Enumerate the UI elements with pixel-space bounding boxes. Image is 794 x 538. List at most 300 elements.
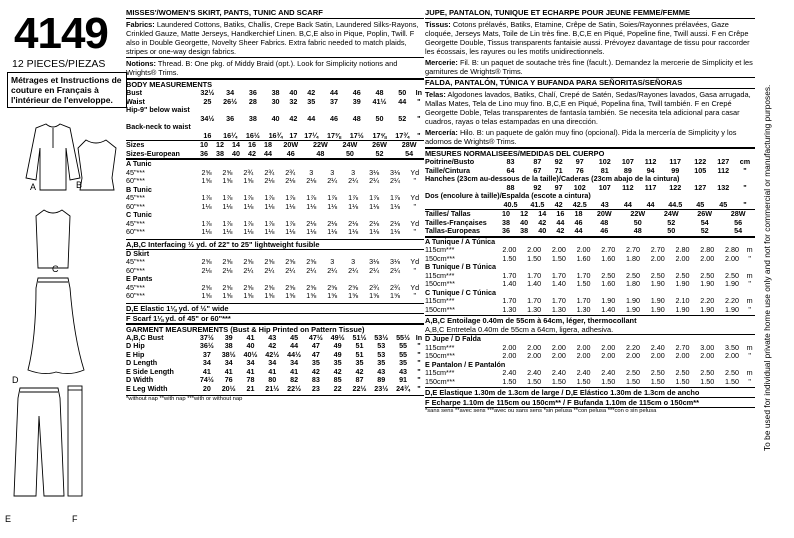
- value-cell: 1⅛: [285, 227, 296, 236]
- size-cell: 18: [264, 140, 272, 149]
- value-cell: 52: [398, 113, 407, 123]
- value-cell: 3.50: [724, 342, 739, 352]
- unit-cell: ": [417, 366, 421, 376]
- group-name: E Pants: [126, 274, 153, 283]
- table-row: [425, 192, 755, 201]
- value-cell: 1.90: [650, 304, 665, 314]
- unit-cell: ": [743, 199, 747, 209]
- value-cell: 1.70: [551, 296, 566, 305]
- value-cell: 107: [598, 182, 611, 192]
- value-cell: 1⅛: [201, 227, 212, 236]
- row-label: 45"***: [126, 282, 145, 292]
- garment-figures: [8, 118, 123, 528]
- value-cell: 2.00: [527, 245, 542, 254]
- value-cell: 46: [330, 113, 339, 123]
- value-cell: 45: [719, 199, 728, 209]
- value-cell: 2⅝: [285, 257, 296, 266]
- value-cell: 51: [355, 349, 364, 359]
- unit-cell: In: [415, 88, 422, 97]
- value-cell: 76: [575, 165, 584, 175]
- notions-text: Thread. B: One pkg. of Middy Braid (opt.). Look for Simplicity notions and Wrights® Trims.: [126, 59, 398, 77]
- value-cell: 1.50: [576, 279, 591, 288]
- garment-measurements-header: GARMENT MEASUREMENTS (Bust & Hip Printed on Pattern Tissue): [126, 324, 365, 334]
- value-cell: 2¼: [390, 265, 401, 275]
- value-cell: 1.90: [650, 296, 665, 305]
- value-cell: 2.70: [626, 245, 641, 254]
- value-cell: 2¼: [285, 265, 296, 275]
- row-label: 150cm***: [425, 279, 455, 288]
- value-cell: 2⅝: [264, 257, 275, 266]
- value-cell: 1.30: [502, 304, 517, 314]
- value-cell: 16½: [245, 130, 260, 140]
- unit-cell: cm: [739, 157, 751, 166]
- skirt-d-figure: [28, 278, 84, 374]
- value-cell: 38½: [221, 349, 236, 359]
- mesures-header: MESURES NORMALISEES/MEDIDAS DEL CUERPO: [425, 149, 605, 158]
- value-cell: 1⅛: [285, 201, 296, 211]
- value-cell: 88: [506, 182, 515, 192]
- value-cell: 41: [246, 366, 255, 376]
- sizes-label: Tailles-Françaises: [425, 217, 487, 227]
- value-cell: 3⅛: [369, 257, 380, 266]
- row-label: E Leg Width: [126, 383, 168, 393]
- value-cell: 1⅞: [306, 193, 317, 202]
- group-name: A Tunic: [126, 159, 152, 168]
- mesures-table: [425, 158, 755, 209]
- value-cell: 2⅛: [369, 218, 380, 228]
- value-cell: 34: [202, 358, 211, 367]
- tissus-paragraph: [425, 19, 755, 57]
- notions-paragraph: [126, 57, 424, 78]
- value-cell: 1⅞: [243, 193, 254, 202]
- value-cell: 76: [224, 375, 233, 384]
- value-cell: 3: [351, 257, 356, 266]
- size-cell: 50: [667, 226, 676, 235]
- size-cell: 10: [200, 140, 208, 149]
- value-cell: 1.50: [551, 253, 566, 263]
- value-cell: 1.40: [601, 304, 616, 314]
- group-header: [126, 250, 424, 259]
- tunic-c-figure: [36, 210, 70, 268]
- telas-paragraph: [425, 89, 755, 127]
- row-label: 115cm***: [425, 342, 455, 352]
- value-cell: 2.00: [551, 342, 566, 352]
- size-cell: 52: [667, 217, 676, 227]
- value-cell: 2⅝: [222, 282, 233, 292]
- value-cell: 2⅛: [222, 265, 233, 275]
- pattern-number: 4149: [14, 9, 108, 58]
- size-cell: 28W: [730, 209, 746, 218]
- value-cell: 1⅝: [201, 176, 212, 185]
- telas-text: Algodones lavados, Batiks, Chalí, Crepé de Satén, Sedas/Rayones lavados, Gasa arrugada, Mallas Mates, Tela de Lino muy fino. B,C,E en Piqué, Popelina fina, Twill también. F en Crepé Georgette Doble, Telas transparentes de fantasía también. Se necesita tela adicional para casar cuadros, rayas o telas estampadas en una dirección.: [425, 90, 751, 126]
- value-cell: 1⅛: [390, 227, 401, 236]
- value-cell: 1⅝: [327, 291, 338, 300]
- value-cell: 1.50: [724, 376, 739, 386]
- value-cell: 1.50: [502, 253, 517, 263]
- value-cell: 117: [644, 182, 657, 192]
- table-row: [126, 258, 424, 267]
- row-label: Bust: [126, 88, 142, 97]
- value-cell: 82: [290, 375, 299, 384]
- row-label: 115cm***: [425, 296, 455, 305]
- value-cell: 1.60: [576, 253, 591, 263]
- size-cell: 40: [538, 226, 547, 235]
- table-row: [126, 292, 424, 301]
- tunic-a-figure: [26, 124, 83, 190]
- value-cell: 2.00: [551, 351, 566, 360]
- english-title: MISSES'/WOMEN'S SKIRT, PANTS, TUNIC AND SCARF: [126, 8, 424, 19]
- row-label: Dos (encolure à taille)/Espalda (escote a cintura): [425, 191, 591, 200]
- unit-cell: ": [748, 253, 751, 263]
- group-name: B Tunic: [126, 184, 152, 194]
- value-cell: 21½: [265, 383, 280, 393]
- value-cell: 42½: [265, 349, 280, 359]
- value-cell: 87: [355, 375, 364, 384]
- value-cell: 41: [224, 366, 233, 376]
- value-cell: 2⅛: [390, 218, 401, 228]
- value-cell: 2.20: [626, 342, 641, 352]
- value-cell: 1.50: [502, 376, 517, 386]
- value-cell: 2.10: [675, 296, 690, 305]
- row-label: Hanches (23cm au-dessous de la taille)/Caderas (23cm abajo de la cintura): [425, 174, 680, 183]
- value-cell: 2.80: [700, 245, 715, 254]
- unit-cell: ": [748, 304, 751, 314]
- sizes-label: Sizes: [126, 140, 145, 149]
- value-cell: 64: [506, 165, 515, 175]
- value-cell: 112: [644, 157, 657, 166]
- value-cell: 1⅛: [201, 201, 212, 211]
- value-cell: 2.50: [650, 368, 665, 377]
- sizes-label: Sizes-European: [126, 148, 180, 158]
- row-label: 60"***: [126, 265, 145, 275]
- value-cell: 55: [399, 349, 408, 359]
- value-cell: 1⅞: [222, 193, 233, 202]
- value-cell: 34: [226, 88, 235, 97]
- unit-cell: ": [417, 358, 421, 367]
- size-cell: 40: [232, 148, 240, 158]
- value-cell: 30: [271, 96, 280, 106]
- table-row: [126, 220, 424, 229]
- value-cell: 42.5: [572, 199, 587, 209]
- french-spanish-column: [425, 8, 755, 415]
- size-cell: 54: [700, 217, 709, 227]
- size-cell: 54: [734, 226, 743, 235]
- value-cell: 35: [307, 96, 316, 106]
- size-cell: 46: [600, 226, 609, 235]
- figure-label-a: A: [30, 182, 37, 192]
- value-cell: 2.50: [626, 368, 641, 377]
- unit-cell: m: [746, 368, 753, 377]
- row-label: 45"***: [126, 167, 145, 177]
- unit-cell: Yd: [410, 193, 420, 202]
- unit-cell: ": [417, 130, 421, 140]
- size-cell: 20W: [283, 140, 299, 149]
- sizes-label: Tallas-Europeas: [425, 226, 480, 235]
- value-cell: 132: [717, 182, 730, 192]
- value-cell: 44: [307, 113, 316, 123]
- value-cell: 1⅛: [369, 201, 380, 211]
- unit-cell: ": [748, 279, 751, 288]
- value-cell: 34: [290, 358, 299, 367]
- value-cell: 1⅛: [264, 201, 275, 211]
- value-cell: 2.00: [700, 253, 715, 263]
- value-cell: 42: [554, 199, 563, 209]
- value-cell: 2.00: [551, 245, 566, 254]
- size-cell: 50: [345, 148, 354, 158]
- table-row: [126, 203, 424, 212]
- french-footnote: *sans sens **avec sens ***avec ou sans sens *sin pelusa **con pelusa ***con o sin pelusa: [425, 408, 657, 414]
- value-cell: 3: [351, 167, 356, 177]
- value-cell: 122: [694, 157, 707, 166]
- value-cell: 23½: [374, 383, 389, 393]
- size-cell: 24W: [663, 209, 679, 218]
- figure-label-b: B: [76, 180, 83, 190]
- group-name: B Tunique / B Túnica: [425, 262, 496, 271]
- english-column: [126, 8, 424, 403]
- value-cell: 1.80: [626, 279, 641, 288]
- figure-label-e: E: [5, 514, 12, 524]
- echarpe-line: F Echarpe 1.10m de 115cm ou 150cm** / F Bufanda 1.10m de 115cm o 150cm**: [425, 398, 700, 407]
- value-cell: 17¾: [395, 130, 410, 140]
- size-cell: 38: [502, 217, 511, 227]
- value-cell: 1.40: [502, 279, 517, 288]
- mercerie-text: Fil. B: un paquet de soutache très fine (facult.). Demandez la mercerie de Simplicity et les garnitures de Wrights® Trims.: [425, 58, 753, 76]
- size-cell: 38: [520, 226, 529, 235]
- size-cell: 52: [700, 226, 709, 235]
- value-cell: 44: [290, 341, 299, 350]
- value-cell: 53: [377, 349, 386, 359]
- value-cell: 40: [246, 341, 255, 350]
- value-cell: 2¼: [369, 265, 380, 275]
- value-cell: 87: [533, 157, 542, 166]
- value-cell: 67: [533, 165, 542, 175]
- value-cell: 2.00: [675, 253, 690, 263]
- value-cell: 39: [224, 332, 233, 342]
- value-cell: 43: [377, 366, 386, 376]
- value-cell: 1.50: [527, 253, 542, 263]
- row-label: Poitrine/Busto: [425, 157, 475, 166]
- value-cell: 91: [399, 375, 408, 384]
- value-cell: 48: [375, 88, 384, 97]
- size-cell: 48: [600, 217, 609, 227]
- value-cell: 50: [398, 88, 407, 97]
- value-cell: 1.70: [527, 270, 542, 280]
- size-cell: 12: [520, 209, 529, 218]
- value-cell: 20: [202, 383, 211, 393]
- value-cell: 112: [622, 182, 634, 192]
- value-cell: 36: [226, 113, 235, 123]
- size-cell: 42: [538, 217, 547, 227]
- value-cell: 51: [355, 341, 364, 350]
- value-cell: 2⅛: [306, 218, 317, 228]
- value-cell: 2.00: [576, 245, 591, 254]
- row-label: 115cm***: [425, 245, 455, 254]
- value-cell: 24¾: [396, 383, 411, 393]
- value-cell: 2.50: [724, 368, 739, 377]
- value-cell: 1.80: [626, 253, 641, 263]
- value-cell: 2⅝: [243, 282, 254, 292]
- value-cell: 1.90: [601, 296, 616, 305]
- value-cell: 1⅞: [222, 218, 233, 228]
- value-cell: 2⅛: [348, 218, 359, 228]
- value-cell: 2.50: [700, 368, 715, 377]
- size-cell: 26W: [372, 140, 387, 149]
- row-label: 45"***: [126, 218, 145, 228]
- size-cell: 20W: [596, 209, 612, 218]
- elastic-line: D,E Elastic 1⅛ yd. of ½" wide: [126, 303, 229, 313]
- value-cell: 2.00: [650, 351, 665, 360]
- value-cell: 2.00: [724, 253, 739, 263]
- size-cell: 52: [375, 148, 384, 158]
- value-cell: 1⅝: [201, 291, 212, 300]
- value-cell: 47½: [308, 332, 323, 342]
- fabrics-paragraph: [126, 19, 424, 57]
- value-cell: 1⅝: [243, 291, 254, 300]
- value-cell: 28: [248, 96, 257, 106]
- value-cell: 22½: [352, 383, 367, 393]
- value-cell: 3: [309, 167, 314, 177]
- value-cell: 3⅛: [390, 167, 401, 177]
- row-label: 150cm***: [425, 253, 455, 263]
- unit-cell: Yd: [410, 257, 420, 266]
- value-cell: 55½: [396, 332, 411, 342]
- value-cell: 1.50: [551, 376, 566, 386]
- table-row: [126, 132, 424, 141]
- value-cell: 1.60: [601, 279, 616, 288]
- value-cell: 38: [271, 88, 280, 97]
- value-cell: 47: [311, 341, 320, 350]
- unit-cell: ": [417, 383, 421, 393]
- value-cell: 1⅛: [306, 201, 317, 211]
- value-cell: 2.80: [675, 245, 690, 254]
- value-cell: 2.40: [502, 368, 517, 377]
- value-cell: 97: [575, 157, 584, 166]
- value-cell: 1⅛: [348, 201, 359, 211]
- row-label: A,B,C Bust: [126, 332, 164, 342]
- value-cell: 1.30: [576, 304, 591, 314]
- value-cell: 2.40: [601, 368, 616, 377]
- value-cell: 89: [377, 375, 386, 384]
- unit-cell: ": [748, 376, 751, 386]
- table-row: [126, 267, 424, 276]
- value-cell: 1⅞: [264, 193, 275, 202]
- entoilage-line-es: A,B,C Entretela 0.40m de 55cm a 64cm, ligera, adhesiva.: [425, 325, 614, 334]
- value-cell: 51½: [352, 332, 367, 342]
- value-cell: 2¾: [285, 167, 296, 177]
- value-cell: 1.90: [650, 279, 665, 288]
- value-cell: 2⅛: [264, 176, 275, 185]
- value-cell: 2.50: [601, 270, 616, 280]
- value-cell: 1⅞: [327, 193, 338, 202]
- french-instructions-note: Métrages et Instructions de couture en Français à l'intérieur de l'enveloppe.: [7, 72, 127, 108]
- tailles-table: [425, 210, 755, 236]
- sizes-row: [425, 227, 755, 236]
- value-cell: 40.5: [503, 199, 518, 209]
- value-cell: 1⅝: [243, 176, 254, 185]
- value-cell: 36: [248, 88, 257, 97]
- row-label: D Hip: [126, 341, 145, 350]
- value-cell: 22: [333, 383, 342, 393]
- notions-label: Notions:: [126, 59, 156, 68]
- value-cell: 1⅝: [306, 291, 317, 300]
- value-cell: 117: [669, 157, 682, 166]
- value-cell: 48: [352, 113, 361, 123]
- value-cell: 1⅞: [201, 218, 212, 228]
- value-cell: 1.50: [626, 376, 641, 386]
- value-cell: 1⅛: [306, 227, 317, 236]
- value-cell: 1.90: [700, 279, 715, 288]
- value-cell: 2⅝: [306, 257, 317, 266]
- value-cell: 42: [355, 366, 364, 376]
- value-cell: 2.00: [650, 253, 665, 263]
- value-cell: 43: [268, 332, 277, 342]
- pieces-count: 12 PIECES/PIEZAS: [12, 58, 106, 70]
- value-cell: 1⅝: [285, 291, 296, 300]
- unit-cell: ": [748, 351, 751, 360]
- value-cell: 1.50: [601, 376, 616, 386]
- value-cell: 1.50: [576, 376, 591, 386]
- row-label: D Length: [126, 358, 158, 367]
- value-cell: 26½: [223, 96, 238, 106]
- value-cell: 94: [646, 165, 655, 175]
- value-cell: 34: [246, 358, 255, 367]
- size-cell: 50: [633, 217, 642, 227]
- size-cell: 44: [264, 148, 272, 158]
- value-cell: 40: [271, 113, 280, 123]
- value-cell: 2¼: [348, 176, 359, 185]
- value-cell: 97: [554, 182, 563, 192]
- value-cell: 40: [289, 88, 298, 97]
- size-cell: 42: [556, 226, 565, 235]
- french-title: JUPE, PANTALON, TUNIQUE ET ECHARPE POUR JEUNE FEMME/FEMME: [425, 8, 755, 19]
- group-header: [126, 160, 424, 169]
- value-cell: 35: [333, 358, 342, 367]
- value-cell: 41: [202, 366, 211, 376]
- spanish-title: FALDA, PANTALÓN, TÚNICA Y BUFANDA PARA SEÑORITAS/SEÑORAS: [425, 77, 755, 89]
- value-cell: 16: [203, 130, 212, 140]
- value-cell: 49½: [330, 332, 345, 342]
- value-cell: 2¾: [243, 167, 254, 177]
- value-cell: 37: [202, 349, 211, 359]
- metrage-table-tunics: [425, 238, 755, 315]
- group-name: A Tunique / A Túnica: [425, 236, 496, 246]
- value-cell: 35: [377, 358, 386, 367]
- value-cell: 1.30: [527, 304, 542, 314]
- value-cell: 2⅛: [285, 176, 296, 185]
- table-row: [126, 385, 424, 394]
- row-label: Back-neck to waist: [126, 122, 191, 131]
- value-cell: 46: [352, 88, 361, 97]
- value-cell: 2⅛: [327, 218, 338, 228]
- value-cell: 1.50: [675, 376, 690, 386]
- size-cell: 22W: [630, 209, 646, 218]
- value-cell: 1.50: [527, 376, 542, 386]
- value-cell: 43: [399, 366, 408, 376]
- value-cell: 2¼: [243, 265, 254, 275]
- value-cell: 53: [377, 341, 386, 350]
- value-cell: 1⅞: [285, 193, 296, 202]
- value-cell: 44: [330, 88, 339, 97]
- value-cell: 2⅝: [306, 282, 317, 292]
- unit-cell: Yd: [410, 167, 420, 177]
- fabrics-label: Fabrics:: [126, 20, 155, 29]
- value-cell: 2.00: [502, 342, 517, 352]
- value-cell: 89: [623, 165, 632, 175]
- value-cell: 2.00: [724, 351, 739, 360]
- value-cell: 32: [289, 96, 298, 106]
- group-header: [126, 275, 424, 284]
- value-cell: 49: [333, 341, 342, 350]
